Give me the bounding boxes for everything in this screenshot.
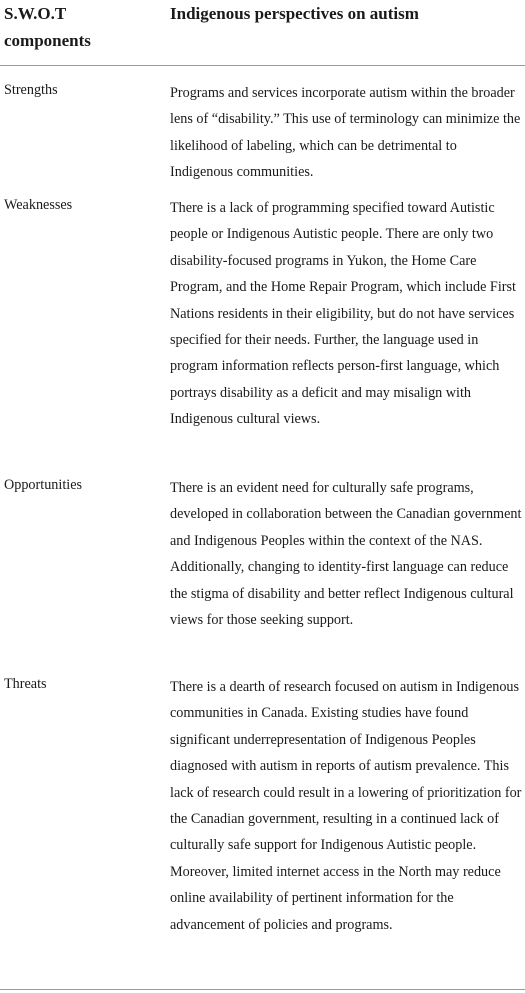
table-row-weaknesses <box>0 181 525 471</box>
row-text-threats: There is a dearth of research focused on autism in Indigenous communities in Canada. Existing studies have found significant underrepresentation of Indigenous Peoples diagnosed with autism in reports of autism prevalence. This lack of research could result in a lowering of prioritization for the Canadian government, resulting in a continued lack of culturally safe support for Indigenous Autistic people. Moreover, limited internet access in the North may reduce online availability of pertinent information for the advancement of policies and programs. <box>170 679 522 933</box>
column-header-indigenous-perspectives: Indigenous perspectives on autism <box>170 4 419 23</box>
row-text-strengths: Programs and services incorporate autism within the broader lens of “disability.” This use of terminology can minimize the likelihood of labeling, which can be detrimental to Indigenous communities. <box>170 85 521 181</box>
row-text-opportunities: There is an evident need for culturally safe programs, developed in collaboration between the Canadian government and Indigenous Peoples within the context of the NAS. Additionally, changing to identity-first language can reduce the stigma of disability and better reflect Indigenous cultural views for those seeking support. <box>170 480 522 629</box>
row-label-weaknesses: Weaknesses <box>4 197 73 213</box>
table-row-strengths <box>0 66 525 186</box>
row-text-weaknesses: There is a lack of programming specified toward Autistic people or Indigenous Autistic people. There are only two disability-focused programs in Yukon, the Home Care Program, and the Home Repair Program, which include First Nations residents in their eligibility, but do not have services specified for their needs. Further, the language used in program information reflects person-first language, which portrays disability as a deficit and may misalign with Indigenous cultural views. <box>170 200 516 428</box>
table-row-opportunities <box>0 461 525 661</box>
row-label-threats: Threats <box>4 676 47 692</box>
column-header-swot-components: S.W.O.T components <box>4 4 91 50</box>
row-label-strengths: Strengths <box>4 82 58 98</box>
table-bottom-rule <box>0 989 525 990</box>
row-label-opportunities: Opportunities <box>4 477 83 493</box>
table-row-threats <box>0 660 525 989</box>
